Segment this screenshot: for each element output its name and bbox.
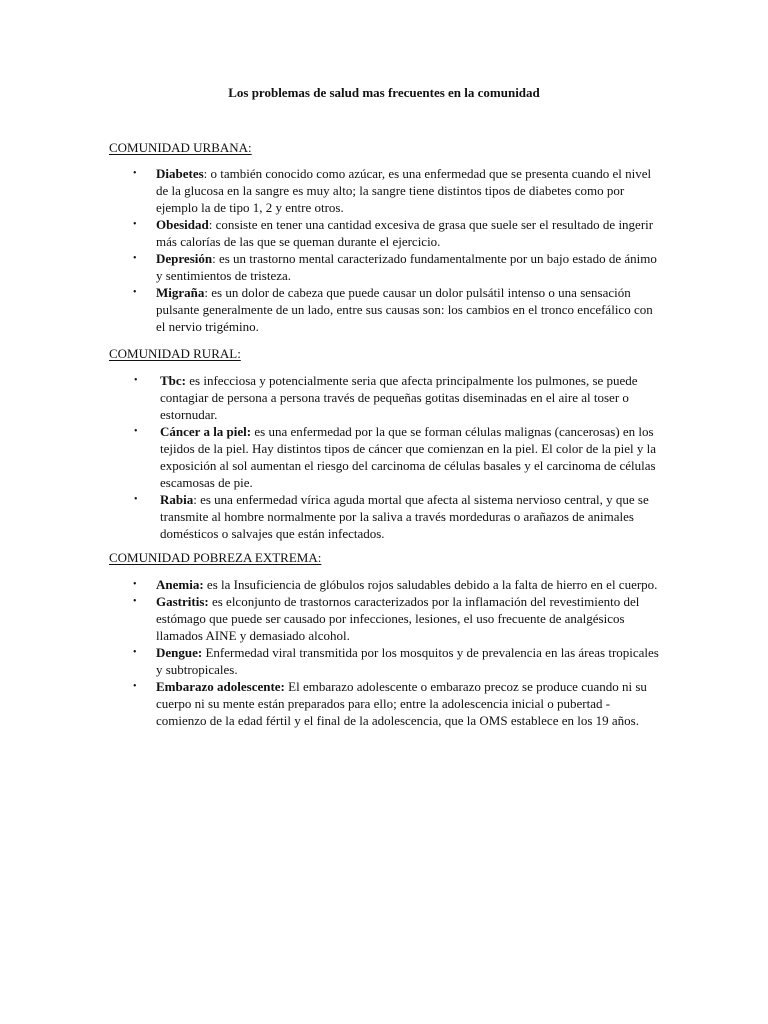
item-text: : consiste en tener una cantidad excesiva de grasa que suele ser el resultado de ingerir más calorías de las que se queman durante el ejercicio. [156,217,654,249]
item-term: Gastritis: [156,594,209,609]
item-term: Cáncer a la piel: [160,424,252,439]
bullet-icon: • [133,681,137,692]
list-item [133,216,662,250]
item-text: es infecciosa y potencialmente seria que afecta principalmente los pulmones, se puede contagiar de persona a persona través de pequeñas gotitas diseminadas en el aire al toser o estornudar. [160,373,638,422]
item-text: : es un trastorno mental caracterizado fundamentalmente por un bajo estado de ánimo y sentimientos de tristeza. [156,251,657,283]
bullet-icon: • [133,253,137,264]
item-text: es la Insuficiencia de glóbulos rojos saludables debido a la falta de hierro en el cuerpo. [203,577,658,592]
bullet-icon: • [134,375,138,386]
list-item [133,678,662,729]
item-text: El embarazo adolescente o embarazo precoz se produce cuando ni su cuerpo ni su mente están preparados para ello; entre la adolescencia inicial o pubertad - comienzo de la edad fértil y el final de la adolescencia, que la OMS establece en los 19 años. [156,679,647,728]
item-text: es una enfermedad por la que se forman células malignas (cancerosas) en los tejidos de la piel. Hay distintos tipos de cáncer que comienzan en la piel. El color de la piel y la exposición al sol aumentan el riesgo del carcinoma de células basales y el carcinoma de células escamosas de pie. [160,424,657,490]
bullet-icon: • [134,426,138,437]
bullet-icon: • [133,647,137,658]
item-term: Diabetes [156,166,204,181]
section-heading-pobreza-extrema: COMUNIDAD POBREZA EXTREMA: [109,550,322,565]
item-text: : es un dolor de cabeza que puede causar un dolor pulsátil intenso o una sensación pulsante generalmente de un lado, entre sus causas son: los cambios en el tronco encefálico con el nervio trigémino. [156,285,653,334]
section-heading-urbana: COMUNIDAD URBANA: [109,140,252,155]
item-term: Tbc: [160,373,186,388]
bullet-icon: • [133,596,137,607]
item-term: Migraña [156,285,205,300]
item-term: Embarazo adolescente: [156,679,285,694]
item-term: Anemia: [156,577,204,592]
list-item [133,593,662,644]
document-title: Los problemas de salud mas frecuentes en la comunidad [228,85,540,100]
section-heading-rural: COMUNIDAD RURAL: [109,346,241,361]
item-text: : o también conocido como azúcar, es una enfermedad que se presenta cuando el nivel de la glucosa en la sangre es muy alto; la sangre tiene distintos tipos de diabetes como por ejemplo la de tipo 1, 2 y entre otros. [156,166,652,215]
bullet-icon: • [133,168,137,179]
list-item [133,284,662,335]
item-text: es elconjunto de trastornos caracterizados por la inflamación del revestimiento del estómago que puede ser causado por infecciones, lesiones, el uso frecuente de analgésicos llamados AINE y demasiado alcohol. [156,594,640,643]
list-item [134,372,656,423]
bullet-icon: • [133,287,137,298]
list-pobreza-extrema [133,576,662,729]
list-item [133,576,662,593]
bullet-icon: • [134,494,138,505]
list-item [133,250,662,284]
bullet-icon: • [133,219,137,230]
list-item [133,644,662,678]
item-text: Enfermedad viral transmitida por los mosquitos y de prevalencia en las áreas tropicales y subtropicales. [156,645,659,677]
list-item [133,165,662,216]
list-item [134,423,657,491]
item-term: Rabia [160,492,194,507]
list-urbana [133,165,662,335]
bullet-icon: • [133,579,137,590]
list-item [134,491,656,542]
item-text: : es una enfermedad vírica aguda mortal que afecta al sistema nervioso central, y que se transmite al hombre normalmente por la saliva a través mordeduras o arañazos de animales domésticos o salvajes que están infectados. [160,492,649,541]
item-term: Obesidad [156,217,209,232]
list-rural [134,372,657,542]
item-term: Depresión [156,251,213,266]
item-term: Dengue: [156,645,203,660]
